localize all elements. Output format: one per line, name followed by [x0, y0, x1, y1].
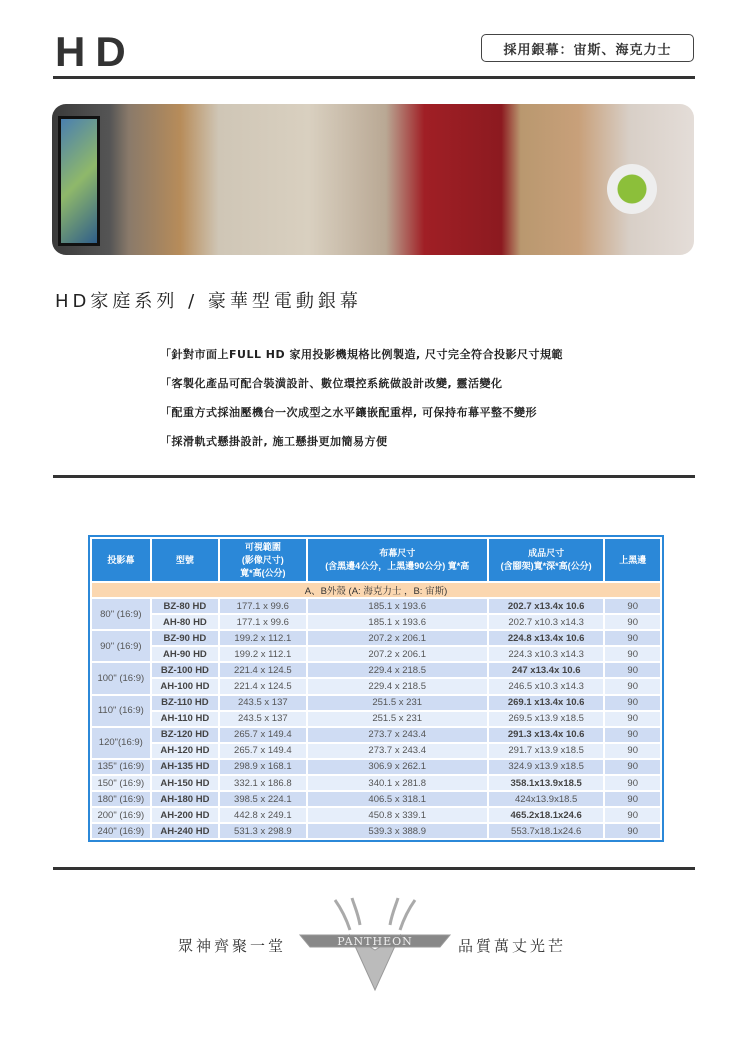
- cell-screen-size: 90" (16:9): [92, 631, 150, 661]
- cell-model: BZ-80 HD: [152, 599, 218, 613]
- table-row: [92, 663, 660, 677]
- cell-screen-fabric: 251.5 x 231: [308, 712, 487, 726]
- tv-image: [58, 116, 100, 246]
- footer-slogan-right: 品質萬丈光芒: [458, 937, 567, 955]
- cell-screen-fabric: 273.7 x 243.4: [308, 744, 487, 758]
- cell-visible-area: 265.7 x 149.4: [220, 728, 305, 742]
- cell-product-size: 424x13.9x18.5: [489, 792, 604, 806]
- divider: [53, 867, 695, 870]
- cell-product-size: 291.3 x13.4x 10.6: [489, 728, 604, 742]
- cell-product-size: 358.1x13.9x18.5: [489, 776, 604, 790]
- cell-top-border: 90: [605, 760, 660, 774]
- cell-product-size: 553.7x18.1x24.6: [489, 824, 604, 838]
- cell-product-size: 247 x13.4x 10.6: [489, 663, 604, 677]
- cell-model: BZ-100 HD: [152, 663, 218, 677]
- column-header: 上黑邊: [605, 539, 660, 581]
- table-row: [92, 696, 660, 710]
- cell-screen-size: 80" (16:9): [92, 599, 150, 629]
- cell-screen-fabric: 185.1 x 193.6: [308, 615, 487, 629]
- cell-screen-size: 135" (16:9): [92, 760, 150, 774]
- cell-screen-size: 200" (16:9): [92, 808, 150, 822]
- cell-visible-area: 177.1 x 99.6: [220, 615, 305, 629]
- cell-visible-area: 243.5 x 137: [220, 696, 305, 710]
- cell-model: AH-110 HD: [152, 712, 218, 726]
- cell-model: AH-240 HD: [152, 824, 218, 838]
- cell-model: AH-150 HD: [152, 776, 218, 790]
- cell-product-size: 202.7 x13.4x 10.6: [489, 599, 604, 613]
- cell-top-border: 90: [605, 631, 660, 645]
- cell-top-border: 90: [605, 824, 660, 838]
- cell-product-size: 324.9 x13.9 x18.5: [489, 760, 604, 774]
- table-row: [92, 712, 660, 726]
- table-row: [92, 824, 660, 838]
- table-row: [92, 776, 660, 790]
- screen-badge: 採用銀幕：宙斯、海克力士: [481, 34, 694, 62]
- cell-screen-fabric: 340.1 x 281.8: [308, 776, 487, 790]
- table-row: [92, 792, 660, 806]
- cell-screen-fabric: 207.2 x 206.1: [308, 631, 487, 645]
- table-row: [92, 615, 660, 629]
- table-row: [92, 647, 660, 661]
- living-room-photo: [52, 104, 694, 255]
- logo-text: PANTHEON: [337, 935, 413, 948]
- table-row: [92, 728, 660, 742]
- cell-screen-size: 240" (16:9): [92, 824, 150, 838]
- cell-model: AH-180 HD: [152, 792, 218, 806]
- cell-visible-area: 332.1 x 186.8: [220, 776, 305, 790]
- cell-model: AH-90 HD: [152, 647, 218, 661]
- table-row: [92, 631, 660, 645]
- cell-screen-size: 180" (16:9): [92, 792, 150, 806]
- cell-screen-fabric: 406.5 x 318.1: [308, 792, 487, 806]
- cell-model: AH-80 HD: [152, 615, 218, 629]
- column-header: 布幕尺寸 (含黑邊4公分，上黑邊90公分) 寬*高: [308, 539, 487, 581]
- cell-visible-area: 398.5 x 224.1: [220, 792, 305, 806]
- feature-item: 「針對市面上FULL HD 家用投影機規格比例製造, 尺寸完全符合投影尺寸規範: [160, 348, 563, 361]
- cell-top-border: 90: [605, 728, 660, 742]
- cell-product-size: 465.2x18.1x24.6: [489, 808, 604, 822]
- cell-product-size: 224.8 x13.4x 10.6: [489, 631, 604, 645]
- cell-visible-area: 531.3 x 298.9: [220, 824, 305, 838]
- cell-screen-size: 120"(16:9): [92, 728, 150, 758]
- cell-screen-fabric: 273.7 x 243.4: [308, 728, 487, 742]
- cell-visible-area: 442.8 x 249.1: [220, 808, 305, 822]
- cell-top-border: 90: [605, 679, 660, 693]
- cell-screen-size: 100" (16:9): [92, 663, 150, 693]
- cell-top-border: 90: [605, 744, 660, 758]
- shell-note: A、B外殼 (A: 海克力士 ，B: 宙斯): [92, 583, 660, 597]
- cell-model: BZ-110 HD: [152, 696, 218, 710]
- cell-screen-fabric: 306.9 x 262.1: [308, 760, 487, 774]
- cell-model: AH-135 HD: [152, 760, 218, 774]
- table-row: [92, 808, 660, 822]
- page-title: HD: [55, 28, 136, 75]
- column-header: 型號: [152, 539, 218, 581]
- cell-top-border: 90: [605, 792, 660, 806]
- cell-top-border: 90: [605, 647, 660, 661]
- cell-screen-fabric: 450.8 x 339.1: [308, 808, 487, 822]
- feature-item: 「採滑軌式懸掛設計, 施工懸掛更加簡易方便: [160, 435, 388, 448]
- cell-screen-fabric: 207.2 x 206.1: [308, 647, 487, 661]
- cell-model: AH-100 HD: [152, 679, 218, 693]
- fruit-plate-image: [607, 164, 657, 214]
- cell-screen-fabric: 229.4 x 218.5: [308, 679, 487, 693]
- cell-visible-area: 221.4 x 124.5: [220, 663, 305, 677]
- cell-screen-fabric: 229.4 x 218.5: [308, 663, 487, 677]
- cell-screen-size: 110" (16:9): [92, 696, 150, 726]
- table-row: [92, 679, 660, 693]
- cell-top-border: 90: [605, 615, 660, 629]
- cell-screen-fabric: 539.3 x 388.9: [308, 824, 487, 838]
- cell-product-size: 224.3 x10.3 x14.3: [489, 647, 604, 661]
- cell-product-size: 246.5 x10.3 x14.3: [489, 679, 604, 693]
- cell-visible-area: 221.4 x 124.5: [220, 679, 305, 693]
- cell-model: BZ-90 HD: [152, 631, 218, 645]
- cell-top-border: 90: [605, 599, 660, 613]
- table-row: [92, 599, 660, 613]
- cell-visible-area: 243.5 x 137: [220, 712, 305, 726]
- cell-visible-area: 265.7 x 149.4: [220, 744, 305, 758]
- cell-screen-size: 150" (16:9): [92, 776, 150, 790]
- cell-product-size: 269.5 x13.9 x18.5: [489, 712, 604, 726]
- feature-item: 「配重方式採油壓機台一次成型之水平鑲嵌配重桿, 可保持布幕平整不變形: [160, 406, 538, 419]
- column-header: 投影幕: [92, 539, 150, 581]
- series-subtitle: HD家庭系列 / 豪華型電動銀幕: [55, 291, 362, 312]
- cell-model: AH-120 HD: [152, 744, 218, 758]
- cell-product-size: 202.7 x10.3 x14.3: [489, 615, 604, 629]
- table-row: [92, 744, 660, 758]
- cell-top-border: 90: [605, 712, 660, 726]
- footer-slogan-left: 眾神齊聚一堂: [178, 937, 287, 955]
- cell-visible-area: 199.2 x 112.1: [220, 631, 305, 645]
- cell-visible-area: 298.9 x 168.1: [220, 760, 305, 774]
- column-header: 成品尺寸 (含腳架)寬*深*高(公分): [489, 539, 604, 581]
- cell-visible-area: 177.1 x 99.6: [220, 599, 305, 613]
- cell-top-border: 90: [605, 808, 660, 822]
- cell-top-border: 90: [605, 776, 660, 790]
- cell-product-size: 269.1 x13.4x 10.6: [489, 696, 604, 710]
- cell-top-border: 90: [605, 696, 660, 710]
- column-header: 可視範圍 (影像尺寸) 寬*高(公分): [220, 539, 305, 581]
- spec-table: [88, 535, 664, 842]
- cell-top-border: 90: [605, 663, 660, 677]
- table-row: [92, 760, 660, 774]
- cell-model: AH-200 HD: [152, 808, 218, 822]
- divider: [53, 76, 695, 79]
- feature-item: 「客製化產品可配合裝潢設計、數位環控系統做設計改變, 靈活變化: [160, 377, 503, 390]
- cell-model: BZ-120 HD: [152, 728, 218, 742]
- cell-screen-fabric: 251.5 x 231: [308, 696, 487, 710]
- cell-screen-fabric: 185.1 x 193.6: [308, 599, 487, 613]
- divider: [53, 475, 695, 478]
- cell-visible-area: 199.2 x 112.1: [220, 647, 305, 661]
- cell-product-size: 291.7 x13.9 x18.5: [489, 744, 604, 758]
